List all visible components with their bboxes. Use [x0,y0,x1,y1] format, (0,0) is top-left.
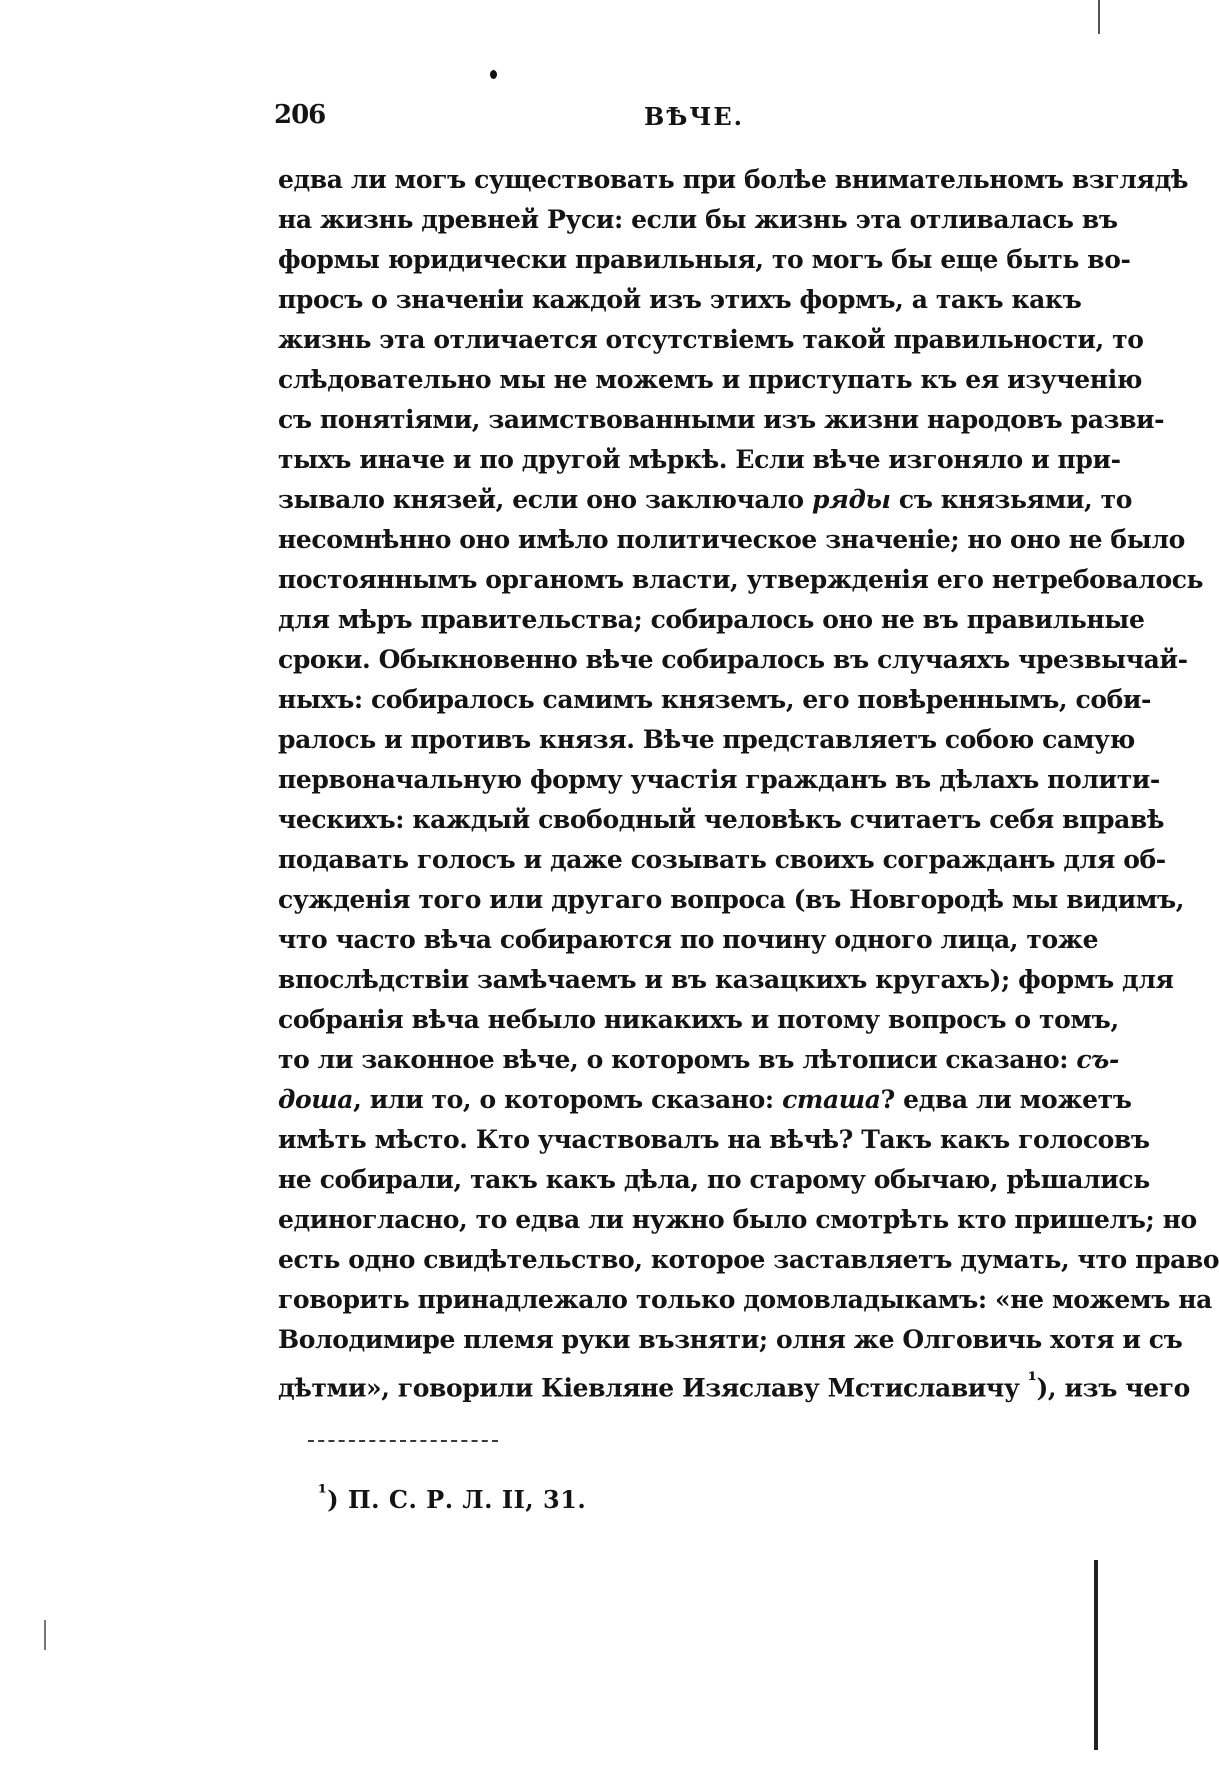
text-line: что часто вѣча собираются по почину одного лица, тоже [278,925,1099,954]
text-line: несомнѣнно оно имѣло политическое значеніе; но оно не было [278,525,1185,554]
text-fragment: , или то, о которомъ сказано: [353,1085,783,1114]
text-line: для мѣръ правительства; собиралось оно не въ правильные [278,605,1145,634]
text-line [278,1360,1190,1403]
page-number: 206 [274,100,326,130]
text-line: собранія вѣча небыло никакихъ и потому вопросъ о томъ, [278,1005,1119,1034]
text-line: ныхъ: собиралось самимъ княземъ, его повѣреннымъ, соби- [278,685,1151,714]
text-line: единогласно, то едва ли нужно было смотрѣть кто пришелъ; но [278,1205,1197,1234]
text-line: имѣть мѣсто. Кто участвовалъ на вѣчѣ? Такъ какъ голосовъ [278,1125,1150,1154]
text-line [278,1080,1132,1120]
footnote-separator [308,1440,498,1442]
text-line: слѣдовательно мы не можемъ и приступать къ ея изученію [278,365,1143,394]
text-line: есть одно свидѣтельство, которое заставляетъ думать, что право [278,1245,1219,1274]
text-line: говорить принадлежало только домовладыкамъ: «не можемъ на [278,1285,1212,1314]
text-line: сужденія того или другаго вопроса (въ Новгородѣ мы видимъ, [278,885,1185,914]
text-line: едва ли могъ существовать при болѣе внимательномъ взглядѣ [278,165,1189,194]
text-fragment: дѣтми», говорили Кіевляне Изяславу Мстиславичу [278,1373,1028,1403]
text-line: тыхъ иначе и по другой мѣркѣ. Если вѣче изгоняло и при- [278,445,1121,474]
text-fragment: то ли законное вѣче, о которомъ въ лѣтописи сказано: [278,1045,1077,1074]
text-line: жизнь эта отличается отсутствіемъ такой правильности, то [278,325,1144,354]
italic-term: сташа [782,1085,881,1114]
text-line: съ понятіями, заимствованными изъ жизни народовъ разви- [278,405,1165,434]
scan-edge-mark [1098,0,1100,34]
section-title: ВѢЧЕ. [644,102,744,131]
text-line: подавать голосъ и даже созывать своихъ согражданъ для об- [278,845,1166,874]
text-line: не собирали, такъ какъ дѣла, по старому обычаю, рѣшались [278,1165,1150,1194]
text-fragment: зывало князей, если оно заключало [278,485,812,514]
text-line: впослѣдствіи замѣчаемъ и въ казацкихъ кругахъ); формъ для [278,965,1174,994]
text-line: Володимире племя руки възняти; олня же Олговичь хотя и съ [278,1325,1183,1354]
text-line: первоначальную форму участія гражданъ въ дѣлахъ полити- [278,765,1160,794]
italic-term: доша [278,1085,354,1114]
text-fragment: ), изъ чего [1036,1373,1190,1403]
running-head [274,100,1074,140]
text-fragment: ? едва ли можетъ [880,1085,1132,1114]
footnote [318,1480,586,1514]
ink-speck [490,70,497,79]
italic-term: ряды [811,485,891,514]
text-line: на жизнь древней Руси: если бы жизнь эта отливалась въ [278,205,1118,234]
text-line: ческихъ: каждый свободный человѣкъ считаетъ себя вправѣ [278,805,1165,834]
scan-edge-mark [1094,1560,1098,1750]
footnote-reference: ¹ [1027,1367,1037,1392]
body-text [278,160,1219,1403]
text-line [278,480,1133,520]
text-line: сроки. Обыкновенно вѣче собиралось въ случаяхъ чрезвычай- [278,645,1188,674]
text-fragment: съ князьями, то [890,485,1133,514]
text-line: формы юридически правильныя, то могъ бы еще быть во- [278,245,1131,274]
italic-term: съ- [1076,1045,1119,1074]
footnote-text: ) П. С. Р. Л. II, 31. [327,1485,587,1514]
footnote-marker: ¹ [318,1480,328,1504]
text-line [278,1040,1119,1080]
text-line: постояннымъ органомъ власти, утвержденія его нетребовалось [278,565,1204,594]
text-line: просъ о значеніи каждой изъ этихъ формъ, а такъ какъ [278,285,1082,314]
scan-edge-mark [44,1620,46,1650]
text-line: ралось и противъ князя. Вѣче представляетъ собою самую [278,725,1135,754]
